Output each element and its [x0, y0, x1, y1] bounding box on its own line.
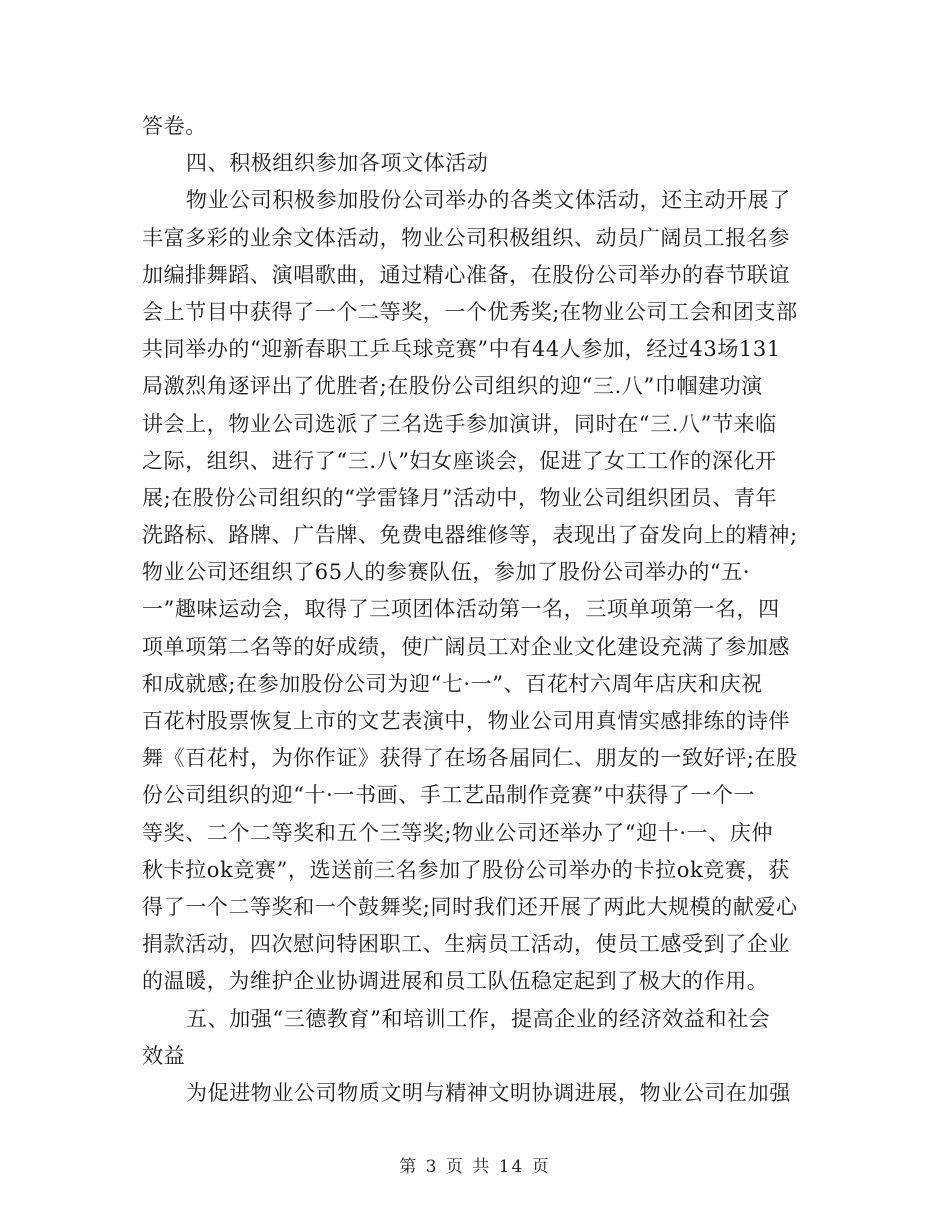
text-line: 五、加强“三德教育”和培训工作，提高企业的经济效益和社会	[186, 1006, 771, 1031]
text-line: 和成就感;在参加股份公司为迎“七·一”、百花村六周年店庆和庆祝	[142, 671, 763, 696]
text-line: 共同举办的“迎新春职工乒乓球竞赛”中有44人参加，经过43场131	[142, 337, 781, 362]
text-line: 局激烈角逐评出了优胜者;在股份公司组织的迎“三.八”巾帼建功演	[142, 374, 763, 399]
page-number-footer: 第 3 页 共 14 页	[399, 1157, 551, 1177]
text-line: 捐款活动，四次慰问特困职工、生病员工活动，使员工感受到了企业	[142, 932, 790, 957]
text-line: 会上节目中获得了一个二等奖，一个优秀奖;在物业公司工会和团支部	[142, 299, 798, 324]
text-line: 得了一个二等奖和一个鼓舞奖;同时我们还开展了两此大规模的献爱心	[142, 894, 798, 919]
text-line: 等奖、二个二等奖和五个三等奖;物业公司还举办了“迎十·一、庆仲	[142, 820, 774, 845]
text-line: 为促进物业公司物质文明与精神文明协调进展，物业公司在加强	[186, 1080, 791, 1105]
text-line: 的温暖，为维护企业协调进展和员工队伍稳定起到了极大的作用。	[142, 969, 769, 994]
text-line: 舞《百花村，为你作证》获得了在场各届同仁、朋友的一致好评;在股	[142, 746, 798, 771]
text-line: 丰富多彩的业余文体活动，物业公司积极组织、动员广阔员工报名参	[142, 225, 790, 250]
text-line: 四、积极组织参加各项文体活动	[186, 151, 489, 176]
paragraph-lines	[142, 108, 802, 1112]
text-line: 加编排舞蹈、演唱歌曲，通过精心准备，在股份公司举办的春节联谊	[142, 262, 790, 287]
text-line: 一”趣味运动会，取得了三项团体活动第一名，三项单项第一名，四	[142, 597, 780, 622]
text-line: 洗路标、路牌、广告牌、免费电器维修等，表现出了奋发向上的精神;	[142, 523, 798, 548]
text-line: 答卷。	[142, 114, 207, 138]
text-line: 物业公司积极参加股份公司举办的各类文体活动，还主动开展了	[186, 188, 791, 213]
text-line: 物业公司还组织了65人的参赛队伍，参加了股份公司举办的“五·	[142, 560, 751, 585]
text-line: 之际，组织、进行了“三.八”妇女座谈会，促进了女工工作的深化开	[142, 448, 777, 473]
text-line: 秋卡拉ok竞赛”，选送前三名参加了股份公司举办的卡拉ok竞赛，获	[142, 857, 790, 882]
text-line: 百花村股票恢复上市的文艺表演中，物业公司用真情实感排练的诗伴	[142, 709, 790, 733]
document-body	[142, 108, 802, 1112]
text-line: 效益	[142, 1043, 186, 1068]
text-line: 讲会上，物业公司选派了三名选手参加演讲，同时在“三.八”节来临	[142, 411, 777, 436]
text-line: 份公司组织的迎“十·一书画、手工艺品制作竞赛”中获得了一个一	[142, 783, 756, 808]
text-line: 展;在股份公司组织的“学雷锋月”活动中，物业公司组织团员、青年	[142, 485, 778, 510]
text-line: 项单项第二名等的好成绩，使广阔员工对企业文化建设充满了参加感	[142, 634, 790, 659]
